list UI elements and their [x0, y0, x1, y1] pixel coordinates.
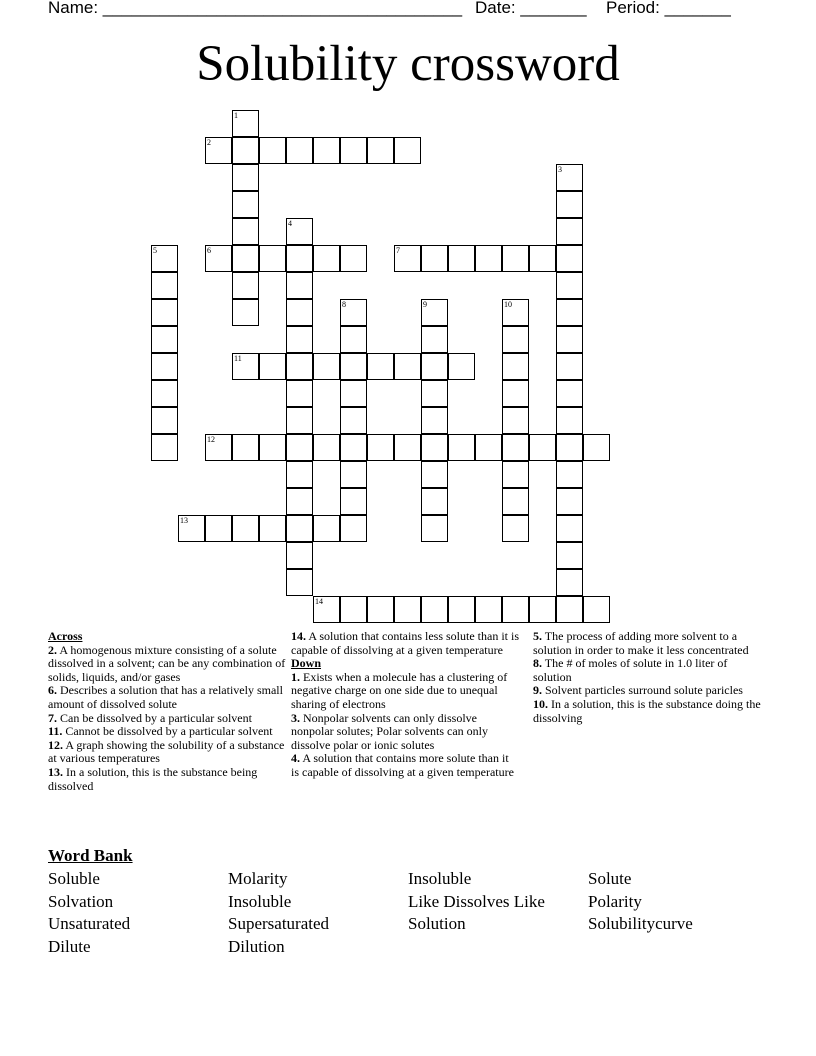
clue-item [533, 698, 761, 725]
clue-item-number: 4. [291, 751, 300, 766]
grid-cell[interactable] [556, 245, 583, 272]
grid-cell[interactable] [232, 272, 259, 299]
grid-cell[interactable] [529, 434, 556, 461]
clue-item-number: 6. [48, 683, 57, 698]
grid-cell[interactable] [313, 353, 340, 380]
clue-item-text: A homogenous mixture consisting of a solute dissolved in a solvent; can be any combination of solids, liquids, and/or gases [48, 642, 286, 684]
grid-cell[interactable] [556, 434, 583, 461]
clue-number: 11 [234, 354, 242, 363]
grid-cell[interactable] [556, 542, 583, 569]
grid-cell[interactable] [556, 488, 583, 515]
clue-item [48, 725, 286, 739]
word-bank-item: Solvation [48, 891, 114, 911]
grid-cell[interactable] [529, 245, 556, 272]
word-bank-item: Unsaturated [48, 914, 131, 934]
clue-item [48, 644, 286, 685]
grid-cell[interactable] [286, 218, 313, 245]
clue-item-text: In a solution, this is the substance doing the dissolving [533, 696, 761, 725]
clue-item-number: 1. [291, 669, 300, 684]
grid-cell[interactable] [502, 488, 529, 515]
clue-item-text: In a solution, this is the substance being dissolved [48, 764, 258, 793]
grid-cell[interactable] [151, 272, 178, 299]
clue-number: 10 [504, 300, 512, 309]
grid-cell[interactable] [232, 515, 259, 542]
grid-cell[interactable] [421, 515, 448, 542]
clue-item-number: 2. [48, 642, 57, 657]
grid-cell[interactable] [502, 380, 529, 407]
clue-item [48, 712, 286, 726]
grid-cell[interactable] [556, 164, 583, 191]
clue-item [291, 752, 519, 779]
clue-item [291, 671, 519, 712]
clue-number: 4 [288, 219, 292, 228]
grid-cell[interactable] [286, 407, 313, 434]
grid-cell[interactable] [313, 596, 340, 623]
grid-cell[interactable] [421, 596, 448, 623]
grid-cell[interactable] [502, 596, 529, 623]
clue-number: 5 [153, 246, 157, 255]
clue-number: 1 [234, 111, 238, 120]
word-bank-item: Solution [408, 914, 466, 934]
grid-cell[interactable] [259, 353, 286, 380]
grid-cell[interactable] [421, 380, 448, 407]
grid-cell[interactable] [502, 515, 529, 542]
grid-cell[interactable] [340, 488, 367, 515]
clue-item-text: Describes a solution that has a relatively small amount of dissolved solute [48, 683, 283, 711]
clue-item-number: 11. [48, 724, 63, 739]
clue-item-text: Solvent particles surround solute paricles [542, 683, 743, 698]
grid-cell[interactable] [421, 245, 448, 272]
clue-item [533, 684, 761, 698]
grid-cell[interactable] [367, 353, 394, 380]
grid-cell[interactable] [340, 596, 367, 623]
grid-cell[interactable] [556, 596, 583, 623]
grid-cell[interactable] [502, 326, 529, 353]
grid-cell[interactable] [583, 434, 610, 461]
grid-cell[interactable] [394, 245, 421, 272]
grid-cell[interactable] [340, 299, 367, 326]
word-bank-item: Supersaturated [228, 914, 330, 934]
grid-cell[interactable] [232, 434, 259, 461]
clue-item-text: Cannot be dissolved by a particular solvent [62, 724, 273, 739]
clue-item-number: 10. [533, 696, 548, 711]
grid-cell[interactable] [205, 434, 232, 461]
grid-cell[interactable] [556, 515, 583, 542]
grid-cell[interactable] [286, 299, 313, 326]
period-field[interactable]: Period: _______ [606, 0, 731, 17]
grid-cell[interactable] [556, 191, 583, 218]
grid-cell[interactable] [583, 596, 610, 623]
clue-item-number: 8. [533, 656, 542, 671]
clue-item-number: 7. [48, 710, 57, 725]
clue-heading: Down [291, 656, 322, 671]
clue-item [291, 630, 519, 657]
grid-cell[interactable] [286, 434, 313, 461]
grid-cell[interactable] [502, 434, 529, 461]
clue-number: 13 [180, 516, 188, 525]
clue-item-text: The process of adding more solvent to a solution in order to make it less concentrated [533, 629, 749, 657]
grid-cell[interactable] [286, 137, 313, 164]
clue-column-1 [48, 630, 286, 793]
clue-item-number: 3. [291, 710, 300, 725]
word-bank-title: Word Bank [48, 846, 133, 865]
grid-cell[interactable] [421, 434, 448, 461]
grid-cell[interactable] [367, 596, 394, 623]
grid-cell[interactable] [394, 353, 421, 380]
clue-item-text: A graph showing the solubility of a substance at various temperatures [48, 737, 285, 766]
grid-cell[interactable] [556, 326, 583, 353]
clue-number: 7 [396, 246, 400, 255]
clue-item [533, 657, 761, 684]
grid-cell[interactable] [340, 137, 367, 164]
grid-cell[interactable] [259, 515, 286, 542]
grid-cell[interactable] [286, 488, 313, 515]
clue-item-number: 13. [48, 764, 63, 779]
word-bank-item: Insoluble [408, 869, 472, 888]
grid-cell[interactable] [421, 488, 448, 515]
clue-item-text: A solution that contains more solute than it is capable of dissolving at a given temperature [291, 751, 514, 779]
word-bank-item: Molarity [228, 869, 288, 888]
grid-cell[interactable] [313, 137, 340, 164]
grid-cell[interactable] [556, 380, 583, 407]
grid-cell[interactable] [556, 299, 583, 326]
word-bank-item: Dilution [228, 936, 285, 956]
grid-cell[interactable] [313, 515, 340, 542]
grid-cell[interactable] [367, 434, 394, 461]
grid-cell[interactable] [232, 245, 259, 272]
grid-cell[interactable] [286, 569, 313, 596]
grid-cell[interactable] [286, 380, 313, 407]
grid-cell[interactable] [556, 407, 583, 434]
page-title: Solubility crossword [196, 36, 620, 92]
grid-cell[interactable] [286, 353, 313, 380]
grid-cell[interactable] [286, 461, 313, 488]
clue-item [48, 766, 286, 793]
grid-cell[interactable] [556, 218, 583, 245]
grid-cell[interactable] [259, 137, 286, 164]
grid-cell[interactable] [556, 353, 583, 380]
grid-cell[interactable] [340, 434, 367, 461]
grid-cell[interactable] [205, 137, 232, 164]
clue-number: 2 [207, 138, 211, 147]
grid-cell[interactable] [286, 326, 313, 353]
grid-cell[interactable] [340, 407, 367, 434]
grid-cell[interactable] [232, 353, 259, 380]
grid-cell[interactable] [286, 272, 313, 299]
grid-cell[interactable] [529, 596, 556, 623]
grid-cell[interactable] [556, 569, 583, 596]
name-field[interactable]: Name: ______________________________________ [48, 0, 463, 17]
grid-cell[interactable] [475, 245, 502, 272]
grid-cell[interactable] [502, 407, 529, 434]
clue-column-2 [291, 630, 519, 780]
grid-cell[interactable] [232, 137, 259, 164]
grid-cell[interactable] [340, 326, 367, 353]
grid-cell[interactable] [232, 299, 259, 326]
grid-cell[interactable] [421, 299, 448, 326]
grid-cell[interactable] [502, 245, 529, 272]
clue-number: 8 [342, 300, 346, 309]
grid-cell[interactable] [205, 515, 232, 542]
grid-cell[interactable] [340, 380, 367, 407]
clue-column-3 [533, 630, 761, 725]
grid-cell[interactable] [448, 353, 475, 380]
grid-cell[interactable] [232, 218, 259, 245]
grid-cell[interactable] [151, 407, 178, 434]
clue-item-text: Can be dissolved by a particular solvent [57, 710, 252, 725]
grid-cell[interactable] [259, 434, 286, 461]
clue-item-text: The # of moles of solute in 1.0 liter of solution [533, 656, 728, 684]
clue-item [533, 630, 761, 657]
grid-cell[interactable] [421, 353, 448, 380]
clue-item-number: 12. [48, 737, 63, 752]
clue-item [291, 712, 519, 753]
grid-cell[interactable] [502, 461, 529, 488]
clue-number: 3 [558, 165, 562, 174]
clue-item [48, 739, 286, 766]
grid-cell[interactable] [421, 326, 448, 353]
grid-cell[interactable] [475, 434, 502, 461]
word-bank-item: Solute [588, 869, 632, 888]
grid-cell[interactable] [556, 461, 583, 488]
word-bank-item: Dilute [48, 936, 91, 956]
clue-item-number: 5. [533, 629, 542, 643]
clue-heading: Across [48, 629, 83, 643]
word-bank-item: Solubilitycurve [588, 914, 693, 934]
word-bank-item: Insoluble [228, 891, 292, 911]
grid-cell[interactable] [421, 461, 448, 488]
grid-cell[interactable] [448, 596, 475, 623]
clue-number: 12 [207, 435, 215, 444]
clue-item-number: 9. [533, 683, 542, 698]
grid-cell[interactable] [340, 245, 367, 272]
grid-cell[interactable] [205, 245, 232, 272]
clue-item-number: 14. [291, 629, 306, 643]
word-bank-item: Soluble [48, 869, 100, 888]
grid-cell[interactable] [502, 353, 529, 380]
grid-cell[interactable] [178, 515, 205, 542]
date-field[interactable]: Date: _______ [475, 0, 587, 17]
grid-cell[interactable] [286, 515, 313, 542]
grid-cell[interactable] [556, 272, 583, 299]
grid-cell[interactable] [340, 353, 367, 380]
grid-cell[interactable] [151, 299, 178, 326]
word-bank-item: Like Dissolves Like [408, 891, 545, 911]
clue-number: 9 [423, 300, 427, 309]
grid-cell[interactable] [313, 434, 340, 461]
grid-cell[interactable] [259, 245, 286, 272]
clue-item-text: Exists when a molecule has a clustering of negative charge on one side due to unequal sharing of electrons [291, 669, 508, 711]
grid-cell[interactable] [151, 245, 178, 272]
clue-number: 14 [315, 597, 323, 606]
grid-cell[interactable] [151, 434, 178, 461]
clue-number: 6 [207, 246, 211, 255]
grid-cell[interactable] [232, 191, 259, 218]
grid-cell[interactable] [151, 326, 178, 353]
grid-cell[interactable] [151, 353, 178, 380]
clue-item [48, 684, 286, 711]
grid-cell[interactable] [313, 245, 340, 272]
grid-cell[interactable] [475, 596, 502, 623]
grid-cell[interactable] [367, 137, 394, 164]
grid-cell[interactable] [286, 542, 313, 569]
grid-cell[interactable] [232, 110, 259, 137]
grid-cell[interactable] [394, 137, 421, 164]
grid-cell[interactable] [151, 380, 178, 407]
grid-cell[interactable] [394, 596, 421, 623]
grid-cell[interactable] [448, 434, 475, 461]
grid-cell[interactable] [448, 245, 475, 272]
grid-cell[interactable] [421, 407, 448, 434]
grid-cell[interactable] [502, 299, 529, 326]
grid-cell[interactable] [286, 245, 313, 272]
clue-item-text: Nonpolar solvents can only dissolve nonpolar solutes; Polar solvents can only dissolve polar or ionic solutes [291, 710, 488, 752]
clue-item-text: A solution that contains less solute than it is capable of dissolving at a given temperature [291, 629, 519, 657]
grid-cell[interactable] [232, 164, 259, 191]
word-bank-item: Polarity [588, 891, 642, 911]
grid-cell[interactable] [340, 515, 367, 542]
grid-cell[interactable] [340, 461, 367, 488]
grid-cell[interactable] [394, 434, 421, 461]
